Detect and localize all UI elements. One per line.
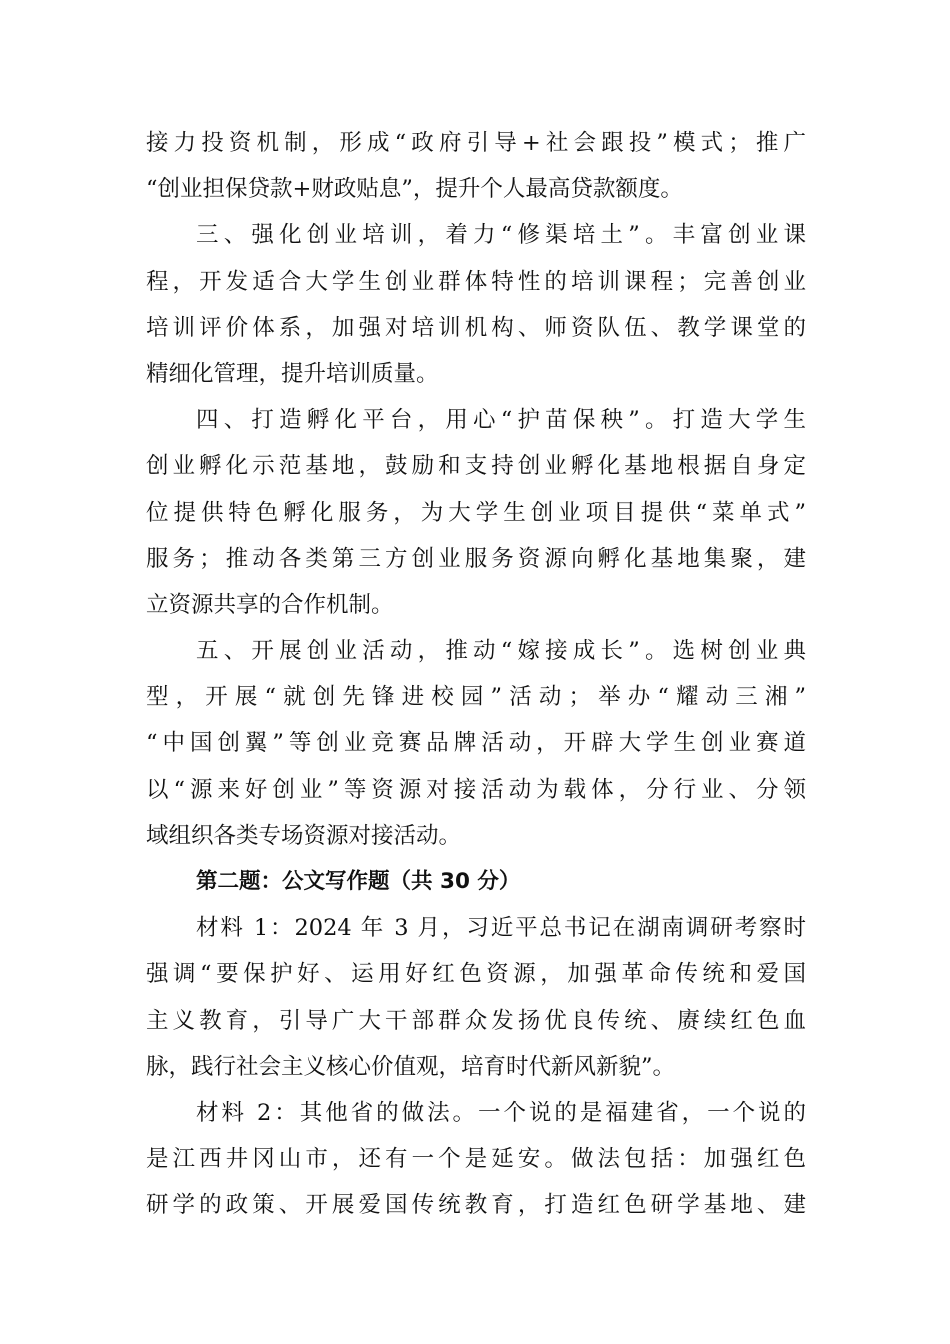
text-line: 研学的政策、开展爱国传统教育，打造红色研学基地、建 [146,1192,806,1219]
text-line: 精细化管理，提升培训质量。 [146,360,439,387]
text-line: 型，开展“就创先锋进校园”活动；举办“耀动三湘” [146,684,806,711]
material-one-first-line: 材料 1：2024 年 3 月，习近平总书记在湖南调研考察时 [196,915,806,942]
text-line: 接力投资机制，形成“政府引导+社会跟投”模式；推广 [146,130,806,156]
text-line: 创业孵化示范基地，鼓励和支持创业孵化基地根据自身定 [146,453,806,480]
section-three-first-line: 三、强化创业培训，着力“修渠培土”。丰富创业课 [196,222,806,249]
text-line: 主义教育，引导广大干部群众发扬优良传统、赓续红色血 [146,1007,806,1034]
question-two-heading: 第二题：公文写作题（共 30 分） [196,869,521,894]
text-line: 培训评价体系，加强对培训机构、师资队伍、教学课堂的 [146,314,806,341]
text-line: 脉，践行社会主义核心价值观，培育时代新风新貌”。 [146,1053,676,1080]
text-line: 以“源来好创业”等资源对接活动为载体，分行业、分领 [146,776,806,803]
text-line: 位提供特色孵化服务，为大学生创业项目提供“菜单式” [146,499,806,526]
text-line: 是江西井冈山市，还有一个是延安。做法包括：加强红色 [146,1146,806,1173]
section-four-first-line: 四、打造孵化平台，用心“护苗保秧”。打造大学生 [196,407,806,434]
section-five-first-line: 五、开展创业活动，推动“嫁接成长”。选树创业典 [196,638,806,665]
text-line: 域组织各类专场资源对接活动。 [146,822,462,849]
text-line: 强调“要保护好、运用好红色资源，加强革命传统和爱国 [146,961,806,988]
text-line: 服务；推动各类第三方创业服务资源向孵化基地集聚，建 [146,545,806,572]
text-line: 立资源共享的合作机制。 [146,591,394,618]
text-line: 程，开发适合大学生创业群体特性的培训课程；完善创业 [146,268,806,295]
text-line: “中国创翼”等创业竞赛品牌活动，开辟大学生创业赛道 [146,730,806,757]
document-body [146,120,806,1229]
material-two-first-line: 材料 2：其他省的做法。一个说的是福建省，一个说的 [196,1099,806,1126]
text-line: “创业担保贷款+财政贴息”，提升个人最高贷款额度。 [146,176,683,203]
